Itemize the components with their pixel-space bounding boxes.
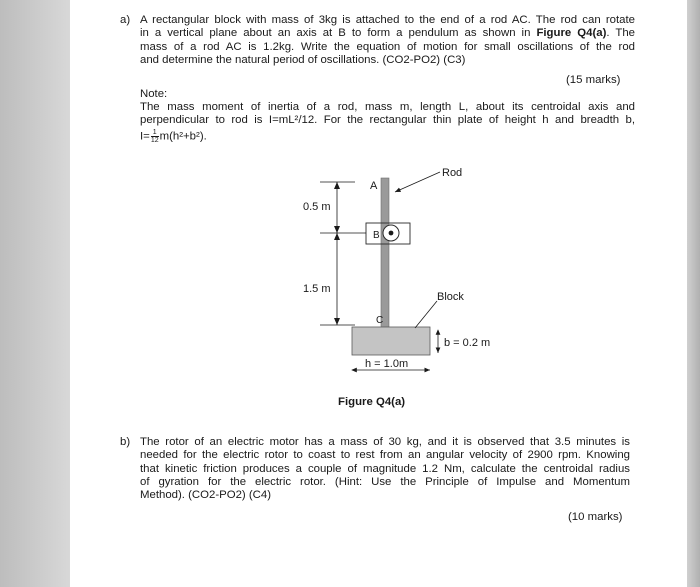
rod-ac [381, 178, 389, 328]
point-label-c: C [376, 315, 384, 326]
note-heading: Note: [140, 88, 168, 100]
part-b-line: needed for the electric rotor to coast to rest from an angular velocity of 2900 rpm. Knowing [140, 449, 630, 462]
part-a-line: in a vertical plane about an axis at B to form a pendulum as shown in Figure Q4(a). The [140, 27, 635, 40]
part-a-line: and determine the natural period of oscillations. (CO2-PO2) (C3) [140, 53, 466, 66]
figure-caption: Figure Q4(a) [338, 396, 406, 408]
block-label: Block [437, 291, 464, 303]
part-a-label: a) [120, 14, 131, 26]
dim-label-top: 0.5 m [303, 201, 331, 213]
part-b-marks: (10 marks) [568, 511, 623, 523]
part-b-label: b) [120, 436, 131, 448]
part-b-line: that kinetic friction produces a couple of magnitude 1.2 Nm, calculate the centroidal radius [140, 462, 630, 475]
h-dim-label: h = 1.0m [365, 358, 409, 370]
part-b-line: The rotor of an electric motor has a mass of 30 kg, and it is observed that 3.5 minutes is [140, 436, 630, 448]
dim-arrow-mid-up [334, 226, 340, 233]
point-label-b: B [373, 230, 380, 241]
figure-reference: Figure Q4(a) [536, 27, 607, 40]
note-line: perpendicular to rod is I=mL²/12. For the rectangular thin plate of height h and breadth b, [140, 114, 635, 127]
b-dim-label: b = 0.2 m [444, 337, 491, 349]
dim-label-bottom: 1.5 m [303, 283, 331, 295]
pivot-dot [389, 231, 394, 236]
rectangular-block [352, 327, 430, 355]
block-pointer [415, 301, 437, 328]
part-b-paragraph [140, 436, 630, 502]
part-b-line: Method). (CO2-PO2) (C4) [140, 489, 272, 502]
note-line: The mass moment of inertia of a rod, mass m, length L, about its centroidal axis and [140, 101, 635, 113]
dim-arrow-top [334, 182, 340, 189]
dim-arrow-mid-down [334, 233, 340, 240]
dim-arrow-bottom [334, 318, 340, 325]
part-b-line: of gyration for the electric rotor. (Hint: Use the Principle of Impulse and Momentum [140, 475, 630, 488]
part-a-line: A rectangular block with mass of 3kg is attached to the end of a rod AC. The rod can rotate [140, 14, 635, 26]
part-a-line: mass of a rod AC is 1.2kg. Write the equation of motion for small oscillations of the rod [140, 40, 635, 53]
fraction: $\frac{1}{12}$ [150, 129, 159, 144]
part-a-marks: (15 marks) [566, 74, 621, 86]
rod-pointer [395, 172, 440, 192]
rod-label: Rod [442, 167, 463, 179]
plate-inertia-formula: I= $\frac{1}{12}$ m(h²+b²). [140, 129, 207, 144]
point-label-a: A [370, 180, 378, 192]
